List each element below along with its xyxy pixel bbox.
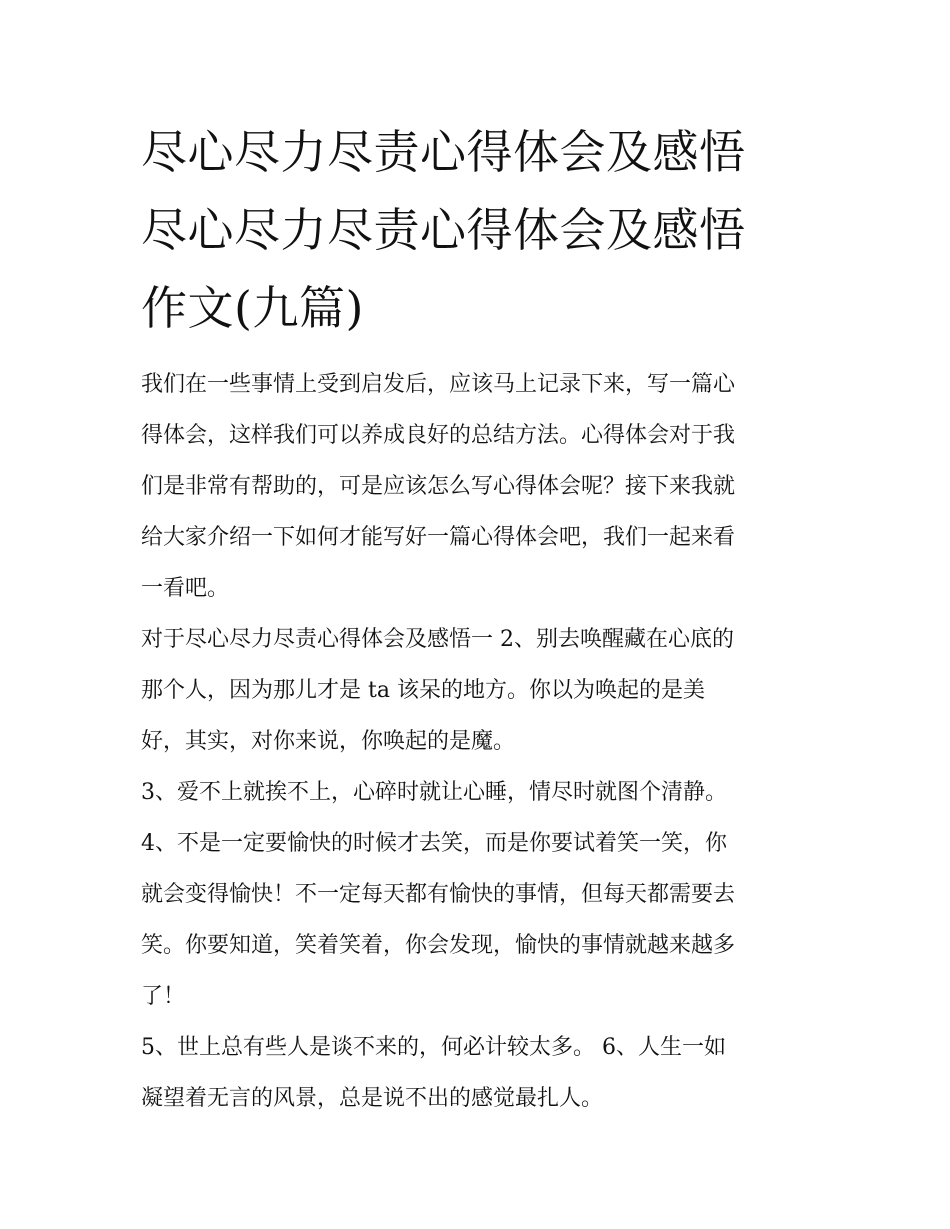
document-page (141, 113, 821, 1124)
text-line: 凝望着无言的风景，总是说不出的感觉最扎人。 (141, 1086, 604, 1111)
paragraph-section-1 (141, 614, 821, 767)
text-line: 们是非常有帮助的，可是应该怎么写心得体会呢？接下来我就 (141, 474, 736, 499)
text-line: 笑。你要知道，笑着笑着，你会发现，愉快的事情就越来越多 (141, 933, 736, 958)
text-line: 得体会，这样我们可以养成良好的总结方法。心得体会对于我 (141, 423, 736, 448)
text-line: 3、爱不上就挨不上，心碎时就让心睡，情尽时就图个清静。 (141, 780, 727, 805)
text-line: 好，其实，对你来说，你唤起的是魔。 (141, 729, 516, 754)
text-line: 4、不是一定要愉快的时候才去笑，而是你要试着笑一笑，你 (141, 831, 727, 856)
text-line: 就会变得愉快！不一定每天都有愉快的事情，但每天都需要去 (141, 882, 736, 907)
title-line-3: 作文(九篇) (141, 281, 364, 335)
text-line: 5、世上总有些人是谈不来的，何必计较太多。 6、人生一如 (141, 1035, 726, 1060)
paragraph-intro (141, 359, 821, 614)
text-line: 我们在一些事情上受到启发后，应该马上记录下来，写一篇心 (141, 372, 736, 397)
title-line-1: 尽心尽力尽责心得体会及感悟 (141, 125, 746, 179)
document-title (141, 113, 821, 347)
document-body (141, 359, 821, 1124)
paragraph-item-3 (141, 767, 821, 818)
text-line: 那个人，因为那儿才是 ta 该呆的地方。你以为唤起的是美 (141, 678, 705, 703)
paragraph-item-4 (141, 818, 821, 1022)
title-line-2: 尽心尽力尽责心得体会及感悟 (141, 203, 746, 257)
text-line: 了！ (141, 984, 186, 1009)
text-line: 对于尽心尽力尽责心得体会及感悟一 2、别去唤醒藏在心底的 (141, 627, 734, 652)
text-line: 一看吧。 (141, 576, 230, 601)
paragraph-item-5-6 (141, 1022, 821, 1124)
text-line: 给大家介绍一下如何才能写好一篇心得体会吧，我们一起来看 (141, 525, 736, 550)
